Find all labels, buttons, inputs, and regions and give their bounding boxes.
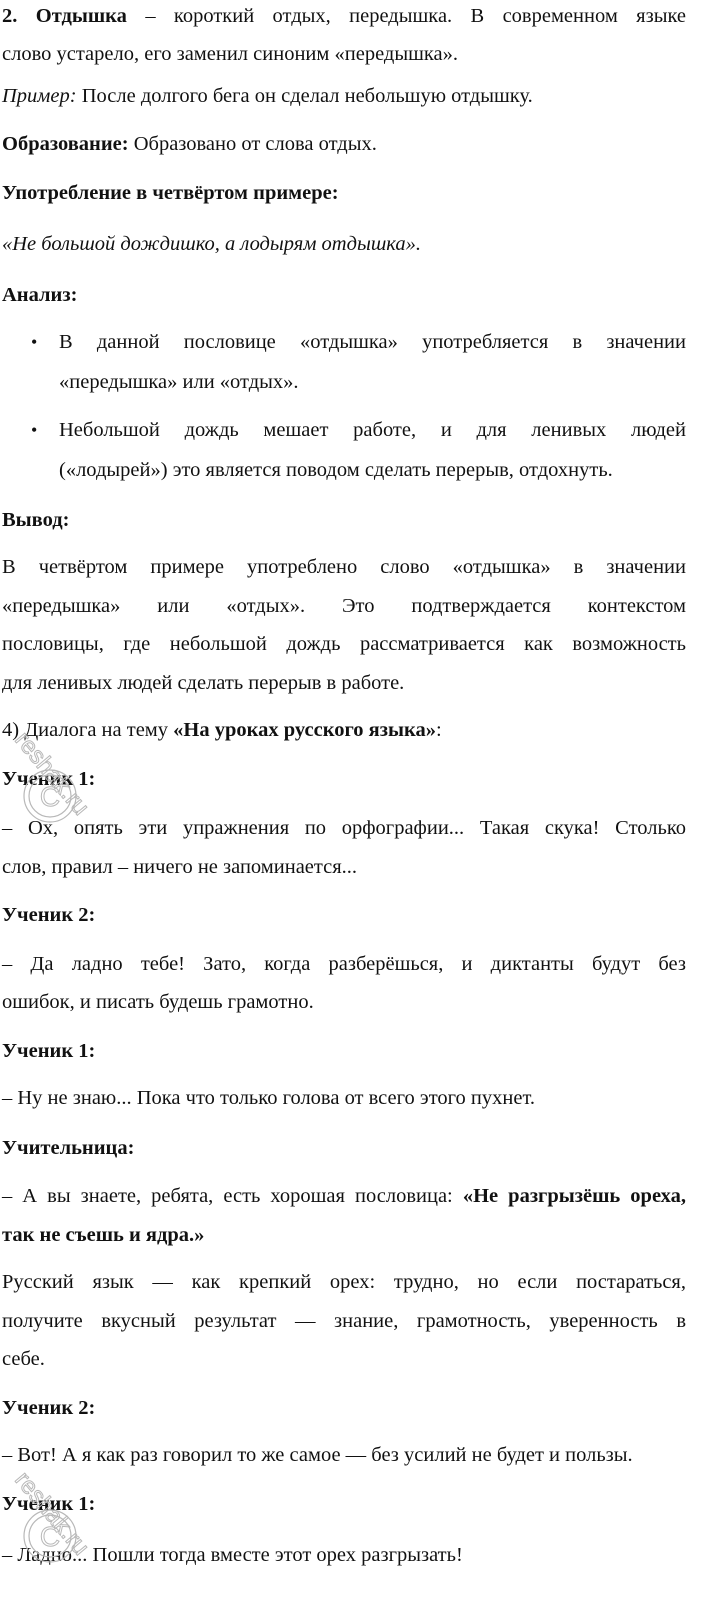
analysis-item-1-line-2: «передышка» или «отдых». (59, 371, 299, 393)
dialogue-intro (2, 718, 686, 742)
example (2, 84, 686, 108)
definition-line-2: слово устарело, его заменил синоним «передышка». (2, 43, 459, 65)
conclusion-line: «передышка» или «отдых». Это подтверждается контекстом (2, 595, 686, 617)
formation-text: Образовано от слова отдых. (133, 133, 377, 155)
analysis-item-2-line-2: («лодырей») это является поводом сделать перерыв, отдохнуть. (59, 459, 613, 481)
dialogue-line: – Ну не знаю... Пока что только голова от всего этого пухнет. (2, 1087, 535, 1109)
headword: Отдышка (35, 5, 127, 27)
analysis-item-1-line-1: В данной пословице «отдышка» употребляется в значении (59, 331, 686, 353)
item-number: 2. (2, 5, 18, 27)
speaker-label: Учительница: (2, 1137, 135, 1159)
definition-text: – короткий отдых, передышка. В современном языке (145, 5, 687, 27)
conclusion-heading: Вывод: (2, 509, 70, 531)
dialogue-line: себе. (2, 1348, 45, 1370)
example-text: После долгого бега он сделал небольшую отдышку. (81, 85, 533, 107)
proverb-bold: «Не разгрызёшь ореха, (462, 1185, 686, 1207)
dialogue-line: – Ладно... Пошли тогда вместе этот орех разгрызать! (2, 1544, 463, 1566)
analysis-heading: Анализ: (2, 284, 78, 306)
teacher-line-1 (2, 1184, 686, 1208)
definition-line-1 (2, 4, 686, 28)
dialogue-line: – Да ладно тебе! Зато, когда разберёшься, и диктанты будут без (2, 953, 686, 975)
speaker-label: Ученик 2: (2, 1397, 96, 1419)
dialogue-topic: «На уроках русского языка» (173, 719, 437, 741)
dialogue-line: ошибок, и писать будешь грамотно. (2, 991, 314, 1013)
dialogue-line: – Ох, опять эти упражнения по орфографии... Такая скука! Столько (2, 817, 686, 839)
speaker-label: Ученик 2: (2, 904, 96, 926)
conclusion-line: пословицы, где небольшой дождь рассматривается как возможность (2, 633, 686, 655)
bullet-icon: • (31, 420, 38, 440)
formation (2, 132, 686, 156)
conclusion-line: для ленивых людей сделать перерыв в работе. (2, 672, 405, 694)
dialogue-line: получите вкусный результат — знание, грамотность, уверенность в (2, 1310, 686, 1332)
teacher-text: – А вы знаете, ребята, есть хорошая пословица: (2, 1185, 463, 1207)
proverb: «Не большой дождишко, а лодырям отдышка». (2, 233, 422, 255)
dialogue-line: слов, правил – ничего не запоминается... (2, 856, 358, 878)
dialogue-line: Русский язык — как крепкий орех: трудно, но если постараться, (2, 1271, 686, 1293)
analysis-item-2-line-1: Небольшой дождь мешает работе, и для ленивых людей (59, 419, 686, 441)
dialogue-intro-prefix: 4) Диалога на тему (2, 719, 174, 741)
example-label: Пример: (2, 85, 77, 107)
formation-label: Образование: (2, 133, 129, 155)
speaker-label: Ученик 1: (2, 1493, 96, 1515)
usage-heading: Употребление в четвёртом примере: (2, 182, 339, 204)
dialogue-intro-suffix: : (436, 719, 442, 741)
proverb-bold-line-2: так не съешь и ядра.» (2, 1224, 205, 1246)
bullet-icon: • (31, 332, 38, 352)
conclusion-line: В четвёртом примере употреблено слово «отдышка» в значении (2, 556, 686, 578)
speaker-label: Ученик 1: (2, 1040, 96, 1062)
speaker-label: Ученик 1: (2, 768, 96, 790)
dialogue-line: – Вот! А я как раз говорил то же самое — без усилий не будет и пользы. (2, 1444, 633, 1466)
